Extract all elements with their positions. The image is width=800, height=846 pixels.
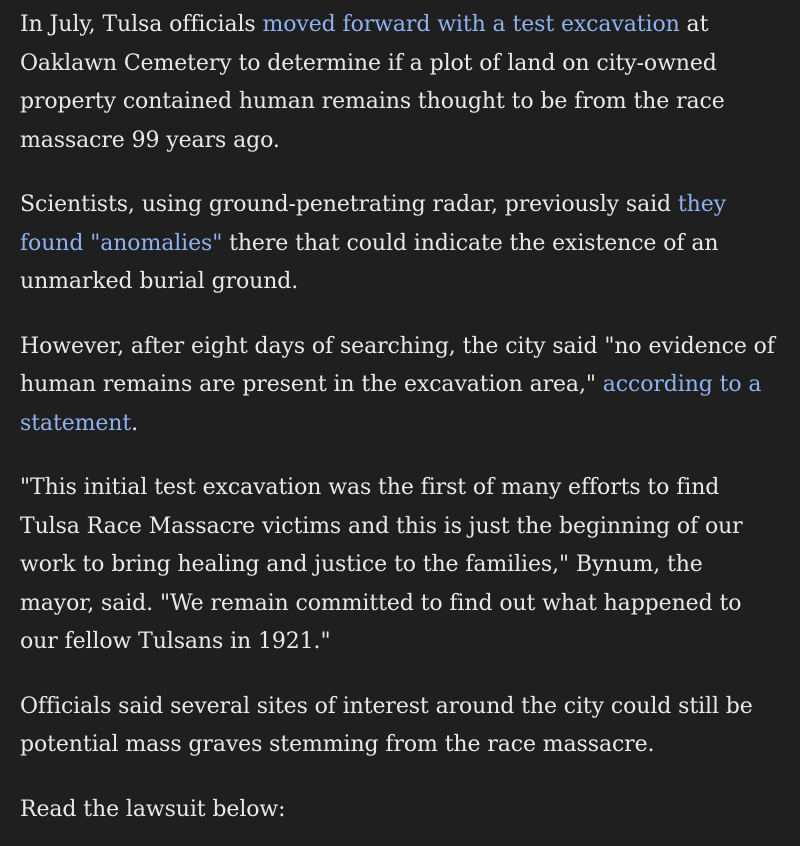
paragraph-text: In July, Tulsa officials — [20, 12, 263, 37]
paragraph-text: at Oaklawn Cemetery to determine if a plot of land on city-owned property contained human remains thought to be from the race massacre 99 years ago. — [20, 12, 725, 153]
paragraph-text: there that could indicate the existence of an unmarked burial ground. — [20, 230, 719, 294]
link-statement[interactable]: according to a statement — [20, 372, 762, 436]
paragraph-no-evidence — [20, 328, 780, 444]
paragraph-test-excavation — [20, 6, 780, 160]
paragraph-sites-of-interest: Officials said several sites of interest around the city could still be potential mass graves stemming from the race massacre. — [20, 693, 753, 757]
link-anomalies[interactable]: they found "anomalies" — [20, 192, 726, 256]
paragraph-text: . — [131, 410, 139, 436]
link-test-excavation[interactable]: moved forward with a test excavation — [262, 12, 680, 37]
paragraph-text: However, after eight days of searching, the city said "no evidence of human remains are present in the excavation area," — [20, 333, 775, 397]
paragraph-anomalies — [20, 186, 780, 302]
article-body — [20, 6, 780, 829]
paragraph-text: Scientists, using ground-penetrating radar, previously said — [20, 192, 678, 217]
paragraph-mayor-quote: "This initial test excavation was the first of many efforts to find Tulsa Race Massacre victims and this is just the beginning of our work to bring healing and justice to the families," Bynum, the mayor, said. "We remain committed to find out what happened to our fellow Tulsans in 1921." — [20, 475, 743, 654]
paragraph-read-lawsuit: Read the lawsuit below: — [20, 796, 286, 822]
